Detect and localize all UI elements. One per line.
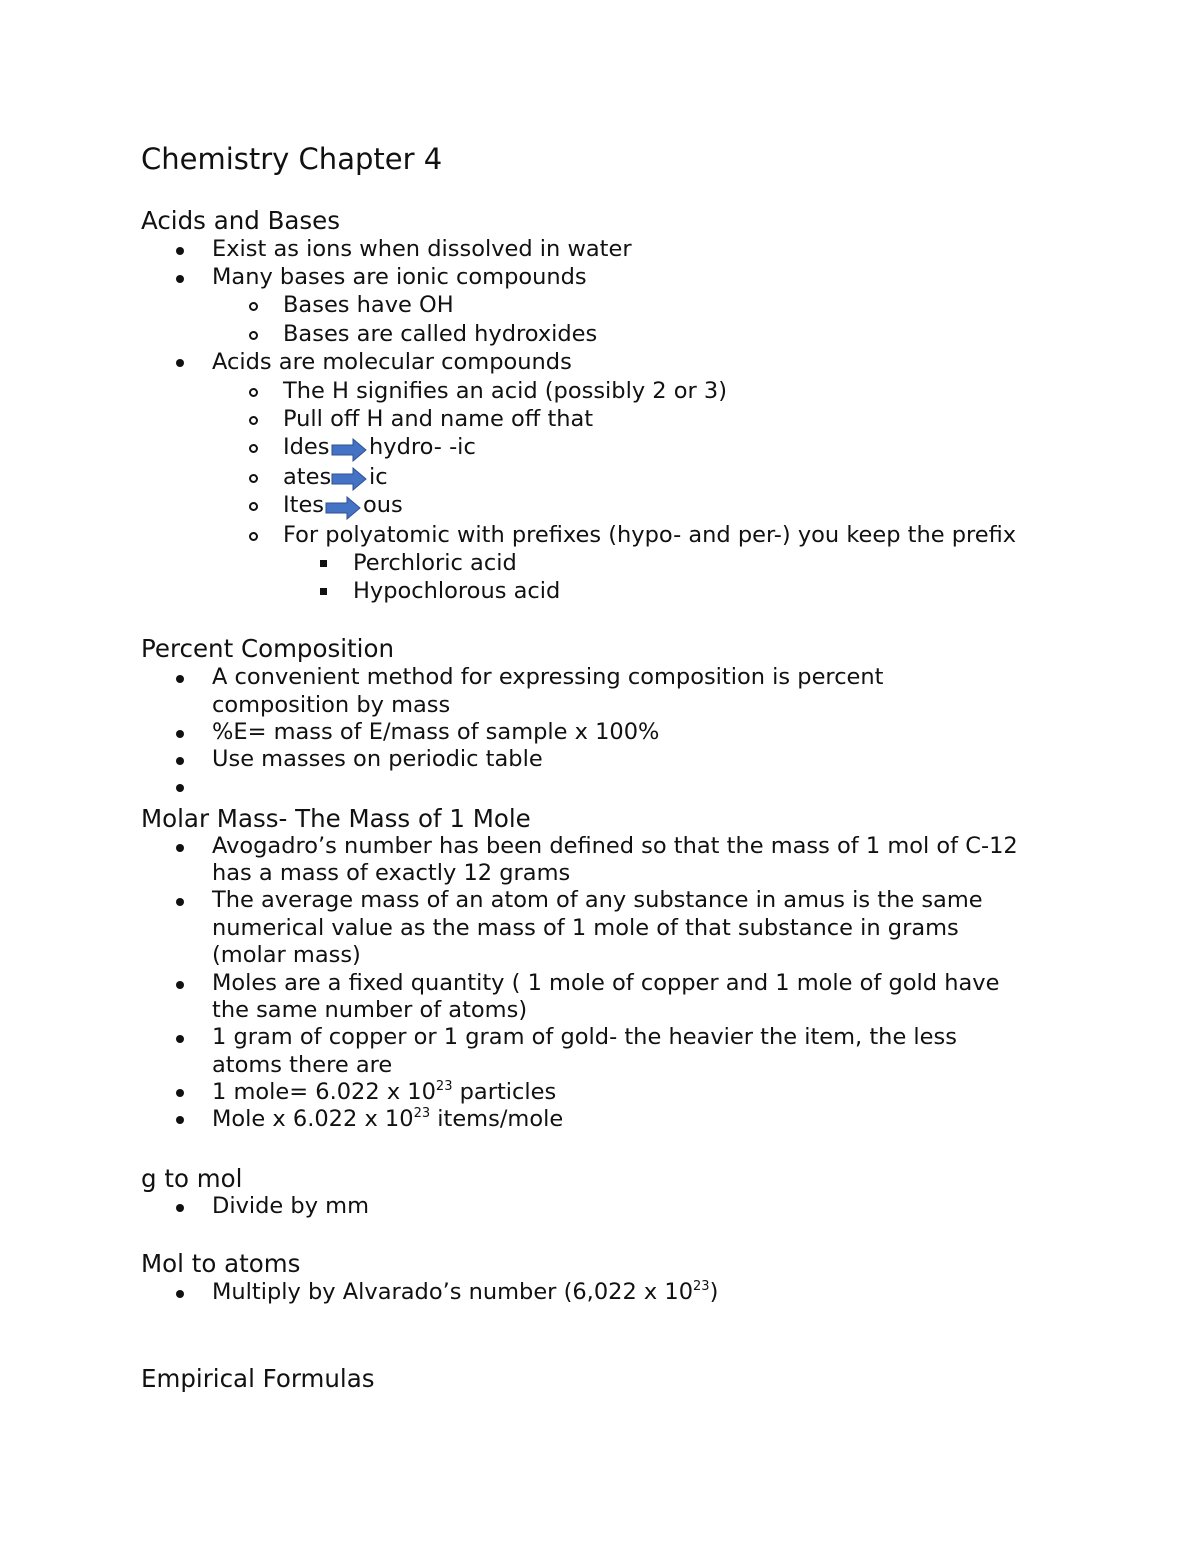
bullet (176, 1089, 184, 1097)
sub-bullet (249, 444, 258, 453)
rule-to: ic (369, 464, 388, 490)
list-item: Multiply by Alvarado’s number (6,022 x $10^{23}$) (212, 1279, 719, 1305)
sub-bullet (249, 416, 258, 425)
list-item: Moles are a fixed quantity ( 1 mole of copper and 1 mole of gold have (212, 970, 1000, 996)
right-arrow-icon (331, 467, 367, 491)
list-item-mole-equation: 1 mole= 6.022 x $10^{23}$ particles (212, 1079, 557, 1105)
sub-bullet (249, 532, 258, 541)
bullet (176, 1290, 184, 1298)
sub-bullet (249, 302, 258, 311)
list-item: Pull off H and name off that (283, 406, 594, 432)
list-item-continued: (molar mass) (212, 942, 361, 968)
bullet (176, 359, 184, 367)
bullet (176, 730, 184, 738)
right-arrow-icon (325, 496, 361, 520)
section-heading-g-to-mol: g to mol (141, 1164, 243, 1193)
bullet (176, 981, 184, 989)
list-item: A convenient method for expressing composition is percent (212, 664, 884, 690)
list-item: Acids are molecular compounds (212, 349, 572, 375)
list-item: %E= mass of E/mass of sample x 100% (212, 719, 660, 745)
list-item-continued: numerical value as the mass of 1 mole of that substance in grams (212, 915, 959, 941)
list-item: Use masses on periodic table (212, 746, 543, 772)
bullet (176, 1116, 184, 1124)
section-heading-percent-composition: Percent Composition (141, 634, 394, 663)
page-title: Chemistry Chapter 4 (141, 142, 443, 176)
rule-to: ous (363, 492, 403, 518)
bullet (176, 275, 184, 283)
bullet (176, 1035, 184, 1043)
bullet (176, 675, 184, 683)
sub-bullet (249, 331, 258, 340)
bullet (176, 784, 184, 792)
bullet (176, 1204, 184, 1212)
list-item: For polyatomic with prefixes (hypo- and per-) you keep the prefix (283, 522, 1017, 548)
list-item-continued: has a mass of exactly 12 grams (212, 860, 571, 886)
list-item: Bases are called hydroxides (283, 321, 598, 347)
list-item: Hypochlorous acid (353, 578, 561, 604)
list-item: The average mass of an atom of any substance in amus is the same (212, 887, 983, 913)
rule-to: hydro- -ic (369, 434, 476, 460)
list-item-continued: atoms there are (212, 1052, 393, 1078)
square-bullet (320, 560, 327, 567)
sub-bullet (249, 502, 258, 511)
list-item-mole-conversion: Mole x 6.022 x $10^{23}$ items/mole (212, 1106, 564, 1132)
list-item: 1 gram of copper or 1 gram of gold- the heavier the item, the less (212, 1024, 957, 1050)
list-item: Divide by mm (212, 1193, 370, 1219)
list-item: The H signifies an acid (possibly 2 or 3) (283, 378, 728, 404)
square-bullet (320, 588, 327, 595)
list-item: Avogadro’s number has been defined so that the mass of 1 mol of C-12 (212, 833, 1018, 859)
bullet (176, 247, 184, 255)
list-item: Exist as ions when dissolved in water (212, 236, 632, 262)
rule-from: Ides (283, 434, 330, 460)
section-heading-empirical-formulas: Empirical Formulas (141, 1364, 375, 1393)
section-heading-mol-to-atoms: Mol to atoms (141, 1249, 301, 1278)
bullet (176, 757, 184, 765)
sub-bullet (249, 474, 258, 483)
section-heading-molar-mass: Molar Mass- The Mass of 1 Mole (141, 804, 531, 833)
bullet (176, 898, 184, 906)
rule-from: ates (283, 464, 332, 490)
list-item: Perchloric acid (353, 550, 517, 576)
right-arrow-icon (331, 438, 367, 462)
list-item: Bases have OH (283, 292, 454, 318)
list-item: Many bases are ionic compounds (212, 264, 587, 290)
rule-from: Ites (283, 492, 325, 518)
section-heading-acids-bases: Acids and Bases (141, 206, 341, 235)
list-item-continued: the same number of atoms) (212, 997, 528, 1023)
list-item-continued: composition by mass (212, 692, 451, 718)
sub-bullet (249, 388, 258, 397)
bullet (176, 844, 184, 852)
